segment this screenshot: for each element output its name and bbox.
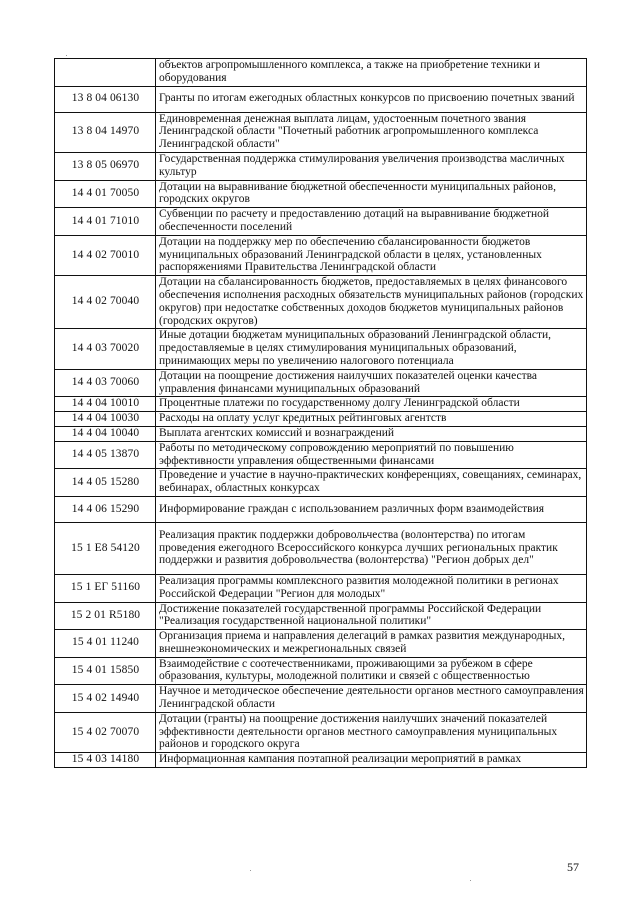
expense-description-cell: Расходы на оплату услуг кредитных рейтинговых агентств — [156, 412, 587, 427]
expense-description-cell: Работы по методическому сопровождению мероприятий по повышению эффективности управления общественными финансами — [156, 441, 587, 469]
budget-code-cell: 14 4 01 70050 — [55, 180, 156, 208]
budget-code-cell: 14 4 03 70060 — [55, 369, 156, 397]
page-number: 57 — [567, 860, 579, 874]
budget-code-table — [54, 58, 587, 768]
table-row — [55, 329, 587, 369]
table-row — [55, 753, 587, 768]
budget-code-cell: 14 4 04 10040 — [55, 426, 156, 441]
expense-description-cell: Достижение показателей государственной программы Российской Федерации "Реализация государственной национальной политики" — [156, 602, 587, 630]
budget-code-cell: 14 4 05 15280 — [55, 469, 156, 497]
expense-description-cell: Выплата агентских комиссий и вознаграждений — [156, 426, 587, 441]
table-row — [55, 412, 587, 427]
budget-code-cell: 15 4 01 15850 — [55, 657, 156, 685]
table-body — [55, 59, 587, 768]
expense-description-cell: Взаимодействие с соотечественниками, проживающими за рубежом в сфере образования, культуры, молодежной политики и связей с общественностью — [156, 657, 587, 685]
expense-description-cell: Гранты по итогам ежегодных областных конкурсов по присвоению почетных званий — [156, 86, 587, 112]
budget-code-cell: 15 2 01 R5180 — [55, 602, 156, 630]
budget-code-cell: 13 8 04 14970 — [55, 112, 156, 152]
table-row — [55, 276, 587, 329]
budget-code-cell: 14 4 04 10010 — [55, 397, 156, 412]
budget-code-cell: 15 4 03 14180 — [55, 753, 156, 768]
expense-description-cell: Реализация практик поддержки добровольчества (волонтерства) по итогам проведения ежегодного Всероссийского конкурса лучших региональных практик поддержки и развития добровольчества (волонтерства) "Регион добрых дел" — [156, 522, 587, 574]
budget-code-cell: 13 8 04 06130 — [55, 86, 156, 112]
expense-description-cell: Дотации (гранты) на поощрение достижения наилучших значений показателей эффективности деятельности органов местного самоуправления муниципальных районов и городского округа — [156, 712, 587, 752]
table-row — [55, 208, 587, 236]
table-row — [55, 369, 587, 397]
expense-description-cell: Дотации на поощрение достижения наилучших показателей оценки качества управления финансами муниципальных образований — [156, 369, 587, 397]
scan-speck — [470, 880, 471, 881]
table-row — [55, 152, 587, 180]
table-row — [55, 657, 587, 685]
expense-description-cell: Иные дотации бюджетам муниципальных образований Ленинградской области, предоставляемые в целях стимулирования муниципальных образований, принимающих меры по увеличению налогового потенциала — [156, 329, 587, 369]
table-row — [55, 426, 587, 441]
expense-description-cell: Дотации на поддержку мер по обеспечению сбалансированности бюджетов муниципальных образований Ленинградской области в целях, установленных распоряжениями Правительства Ленинградской области — [156, 235, 587, 275]
expense-description-cell: Государственная поддержка стимулирования увеличения производства масличных культур — [156, 152, 587, 180]
budget-code-cell: 14 4 04 10030 — [55, 412, 156, 427]
expense-description-cell: Дотации на выравнивание бюджетной обеспеченности муниципальных районов, городских округов — [156, 180, 587, 208]
table-row — [55, 496, 587, 522]
budget-code-cell: 14 4 06 15290 — [55, 496, 156, 522]
table-row — [55, 522, 587, 574]
expense-description-cell: Проведение и участие в научно-практических конференциях, совещаниях, семинарах, вебинарах, областных конкурсах — [156, 469, 587, 497]
scan-speck — [66, 55, 67, 56]
expense-description-cell: Дотации на сбалансированность бюджетов, предоставляемых в целях финансового обеспечения исполнения расходных обязательств муниципальных районов (городских округов) при недостатке собственных доходов бюджетов муниципальных районов (городских округов) — [156, 276, 587, 329]
table-row — [55, 86, 587, 112]
table-row — [55, 712, 587, 752]
budget-code-cell: 15 4 02 70070 — [55, 712, 156, 752]
table-row — [55, 112, 587, 152]
table-row — [55, 441, 587, 469]
expense-description-cell: Информационная кампания поэтапной реализации мероприятий в рамках — [156, 753, 587, 768]
expense-description-cell: Процентные платежи по государственному долгу Ленинградской области — [156, 397, 587, 412]
budget-code-cell: 14 4 02 70010 — [55, 235, 156, 275]
budget-code-cell: 15 4 01 11240 — [55, 630, 156, 658]
table-row — [55, 469, 587, 497]
budget-code-cell: 13 8 05 06970 — [55, 152, 156, 180]
table-row — [55, 59, 587, 87]
budget-code-cell: 14 4 01 71010 — [55, 208, 156, 236]
budget-code-cell: 15 1 ЕГ 51160 — [55, 574, 156, 602]
table-row — [55, 685, 587, 713]
table-row — [55, 630, 587, 658]
expense-description-cell: Субвенции по расчету и предоставлению дотаций на выравнивание бюджетной обеспеченности поселений — [156, 208, 587, 236]
expense-description-cell: Организация приема и направления делегаций в рамках развития международных, внешнеэкономических и межрегиональных связей — [156, 630, 587, 658]
budget-code-cell — [55, 59, 156, 87]
table-row — [55, 180, 587, 208]
budget-code-cell: 14 4 02 70040 — [55, 276, 156, 329]
table-row — [55, 397, 587, 412]
scan-speck — [250, 870, 251, 871]
expense-description-cell: объектов агропромышленного комплекса, а также на приобретение техники и оборудования — [156, 59, 587, 87]
expense-description-cell: Научное и методическое обеспечение деятельности органов местного самоуправления Ленинградской области — [156, 685, 587, 713]
budget-code-cell: 14 4 03 70020 — [55, 329, 156, 369]
budget-code-cell: 14 4 05 13870 — [55, 441, 156, 469]
expense-description-cell: Информирование граждан с использованием различных форм взаимодействия — [156, 496, 587, 522]
table-row — [55, 602, 587, 630]
table-row — [55, 574, 587, 602]
budget-code-cell: 15 4 02 14940 — [55, 685, 156, 713]
table-row — [55, 235, 587, 275]
expense-description-cell: Единовременная денежная выплата лицам, удостоенным почетного звания Ленинградской области "Почетный работник агропромышленного комплекса Ленинградской области" — [156, 112, 587, 152]
budget-code-cell: 15 1 E8 54120 — [55, 522, 156, 574]
expense-description-cell: Реализация программы комплексного развития молодежной политики в регионах Российской Федерации "Регион для молодых" — [156, 574, 587, 602]
